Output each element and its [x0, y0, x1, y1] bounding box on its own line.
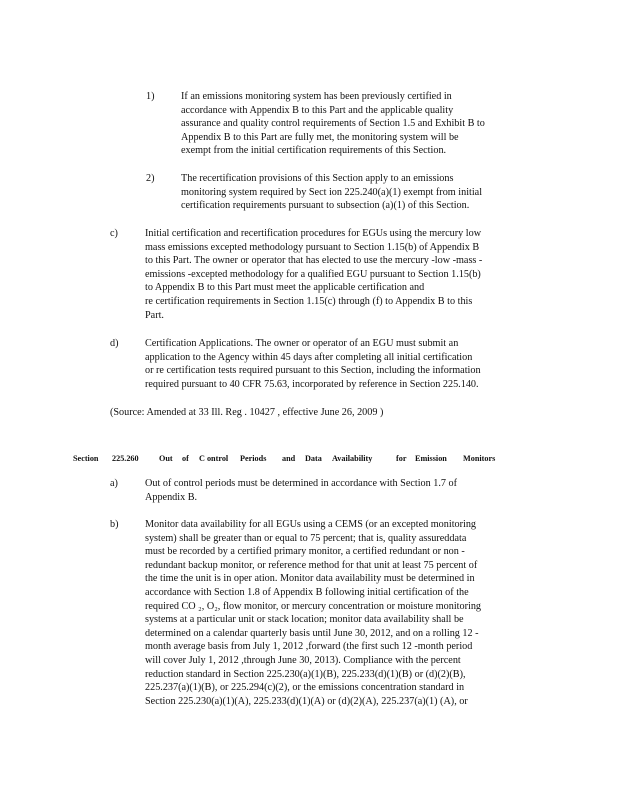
text-line: application to the Agency within 45 days after completing all initial certification — [145, 351, 473, 363]
heading-word: Out — [159, 454, 173, 463]
list-marker: b) — [110, 519, 119, 530]
list-marker: d) — [110, 338, 119, 349]
text-line: will cover July 1, 2012 ,through June 30, 2013). Compliance with the percent — [145, 654, 461, 666]
list-marker: a) — [110, 478, 118, 489]
heading-word: Periods — [240, 454, 267, 463]
heading-word: Monitors — [463, 454, 496, 463]
text-line: accordance with Appendix B to this Part and the applicable quality — [181, 104, 454, 116]
text-line: assurance and quality control requirements of Section 1.5 and Exhibit B to — [181, 118, 485, 130]
text-line: must be recorded by a certified primary monitor, a certified redundant or non - — [145, 546, 465, 558]
list-item-text — [145, 518, 481, 708]
text-line: required pursuant to 40 CFR 75.63, incorporated by reference in Section 225.140. — [145, 378, 479, 390]
list-marker: c) — [110, 228, 118, 239]
text-line: Certification Applications. The owner or operator of an EGU must submit an — [145, 338, 459, 349]
text-line: the time the unit is in oper ation. Monitor data availability must be determined in — [145, 573, 475, 585]
list-item-text — [181, 90, 485, 158]
heading-word: Emission — [415, 454, 447, 463]
list-marker: 2) — [146, 173, 155, 184]
list-item-text — [145, 477, 457, 504]
source-note: (Source: Amended at 33 Ill. Reg . 10427 , effective June 26, 2009 ) — [110, 407, 384, 418]
text-line: exempt from the initial certification requirements of this Section. — [181, 145, 447, 157]
list-marker: 1) — [146, 91, 155, 102]
text-line: re certification requirements in Section 1.15(c) through (f) to Appendix B to this — [145, 295, 473, 307]
text-line: Appendix B to this Part are fully met, the monitoring system will be — [181, 131, 459, 143]
text-line: systems at a particular unit or stack location; monitor data availability shall be — [145, 614, 464, 626]
list-item-text — [181, 172, 482, 213]
section-heading — [0, 452, 618, 464]
text-line: Monitor data availability for all EGUs using a CEMS (or an excepted monitoring — [145, 519, 477, 530]
list-item-text — [145, 337, 481, 391]
heading-word: C ontrol — [199, 454, 229, 463]
text-line: reduction standard in Section 225.230(a)(1)(B), 225.233(d)(1)(B) or (d)(2)(B), — [145, 668, 466, 680]
heading-word: for — [396, 454, 407, 463]
text-line: If an emissions monitoring system has been previously certified in — [181, 91, 452, 102]
text-line: 225.237(a)(1)(B), or 225.294(c)(2), or the emissions concentration standard in — [145, 682, 465, 694]
heading-section-number: 225.260 — [112, 454, 139, 463]
heading-section-label: Section — [73, 454, 99, 463]
text-line: The recertification provisions of this Section apply to an emissions — [181, 173, 454, 184]
text-line: required CO ₂, O₂, flow monitor, or mercury concentration or moisture monitoring — [145, 600, 482, 612]
heading-word: Data — [305, 454, 322, 463]
text-line: or re certification tests required pursuant to this Section, including the information — [145, 365, 481, 377]
text-line: certification requirements pursuant to subsection (a)(1) of this Section. — [181, 200, 470, 212]
list-item-text — [145, 227, 482, 322]
text-line: system) shall be greater than or equal to 75 percent; that is, quality assureddata — [145, 532, 467, 544]
text-line: Appendix B. — [145, 491, 198, 503]
text-line: redundant backup monitor, or reference method for that unit at least 75 percent of — [145, 559, 478, 571]
text-line: determined on a calendar quarterly basis until June 30, 2012, and on a rolling 12 - — [145, 627, 479, 639]
heading-word: and — [282, 454, 296, 463]
text-line: Section 225.230(a)(1)(A), 225.233(d)(1)(A) or (d)(2)(A), 225.237(a)(1) (A), or — [145, 695, 468, 707]
text-line: Out of control periods must be determined in accordance with Section 1.7 of — [145, 478, 458, 489]
text-line: monitoring system required by Sect ion 225.240(a)(1) exempt from initial — [181, 186, 483, 198]
text-line: month average basis from July 1, 2012 ,forward (the first such 12 -month period — [145, 641, 473, 653]
text-line: Part. — [145, 309, 164, 321]
text-line: mass emissions excepted methodology pursuant to Section 1.15(b) of Appendix B — [145, 241, 480, 253]
heading-word: of — [182, 454, 189, 463]
text-line: emissions -excepted methodology for a qualified EGU pursuant to Section 1.15(b) — [145, 268, 481, 280]
text-line: to this Part. The owner or operator that has elected to use the mercury -low -mass - — [145, 255, 483, 267]
text-line: Initial certification and recertification procedures for EGUs using the mercury low — [145, 228, 482, 239]
text-line: to Appendix B to this Part must meet the applicable certification and — [145, 282, 425, 294]
text-line: accordance with Section 1.8 of Appendix B following initial certification of the — [145, 586, 469, 598]
heading-word: Availability — [332, 454, 373, 463]
